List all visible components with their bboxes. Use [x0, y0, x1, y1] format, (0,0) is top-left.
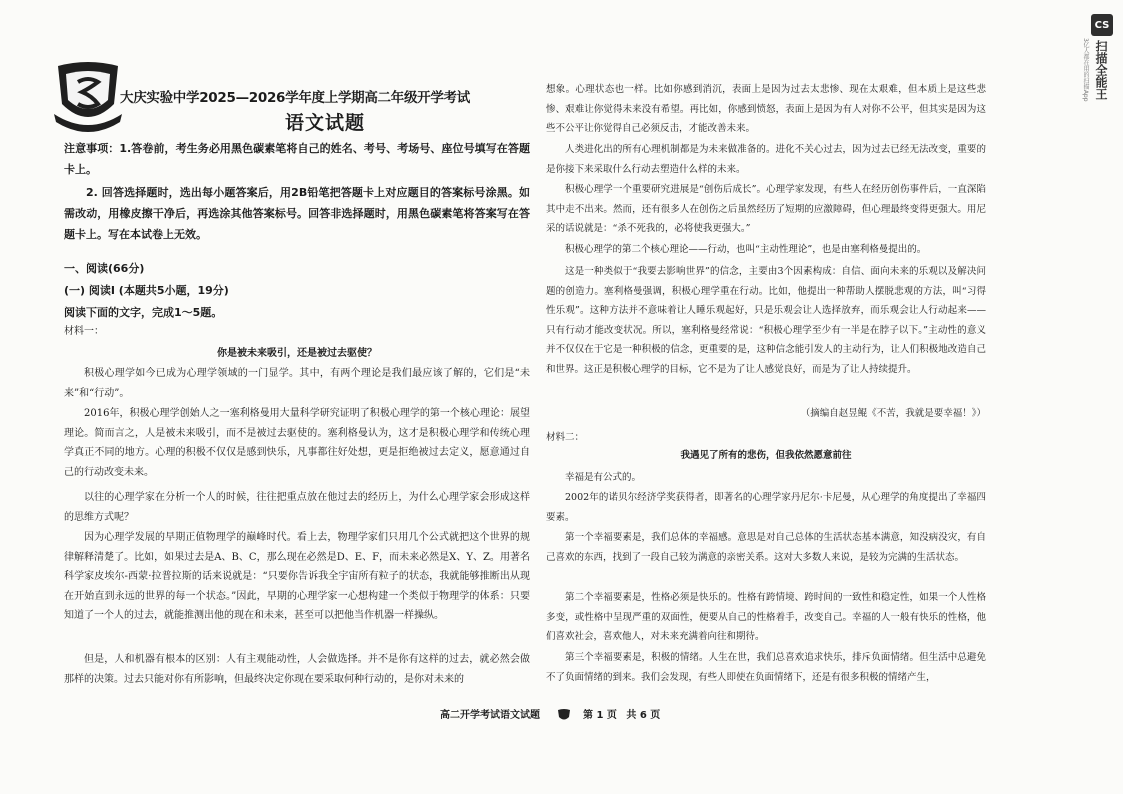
m1-continued-2: 人类进化出的所有心理机制都是为未来做准备的。进化不关心过去，因为过去已经无法改变，重要的是你接下来采取什么行动去塑造什么样的未来。	[546, 144, 986, 175]
exam-subject-title: 语文试题	[285, 112, 366, 134]
footer-total-pages: 共 6 页	[626, 710, 661, 721]
m2-paragraph-2: 2002年的诺贝尔经济学奖获得者，即著名的心理学家丹尼尔·卡尼曼，从心理学的角度提出了幸福四要素。	[546, 492, 986, 523]
cs-logo-icon: CS	[1091, 14, 1113, 36]
m1-continued-4: 积极心理学的第二个核心理论——行动，也叫“主动性理论”，也是由塞利格曼提出的。	[565, 244, 927, 255]
scanner-brand	[1082, 14, 1115, 124]
brand-name: 扫描全能王	[1094, 40, 1108, 100]
m1-paragraph-3: 以往的心理学家在分析一个人的时候，往往把重点放在他过去的经历上，为什么心理学家会形成这样的思维方式呢？	[64, 492, 530, 523]
school-emblem-icon	[52, 58, 124, 134]
m1-paragraph-4: 因为心理学发展的早期正值物理学的巅峰时代。看上去，物理学家们只用几个公式就把这个世界的规律解释清楚了。比如，如果过去是A、B、C，那么现在必然是D、E、F，而未来必然是X、Y、Z。用著名科学家皮埃尔-西蒙·拉普拉斯的话来说就是：“只要你告诉我全宇宙所有粒子的状态，我就能够推断出从现在开始直到永远的世界的每一个状态。”因此，早期的心理学家一心想构建一个类似于物理学的体系：只要知道了一个人的过去，就能推测出他的现在和未来，甚至可以把他当作机器一样操纵。	[64, 532, 530, 621]
footer-exam-name: 高二开学考试语文试题	[440, 710, 540, 721]
exam-title: 大庆实验中学2025—2026学年度上学期高二年级开学考试	[120, 90, 470, 106]
material2-label: 材料二：	[546, 432, 585, 443]
m1-continued-1: 想象。心理状态也一样。比如你感到消沉，表面上是因为过去太悲惨、现在太艰难，但本质上是这些悲惨、艰难让你觉得未来没有希望。再比如，你感到愤怒，表面上是因为有人对你不公平，但其实是因为这些不公平让你觉得自己必须反击，才能改善未来。	[546, 84, 986, 134]
m1-source: （摘编自赵昱鲲《不苦，我就是要幸福！》）	[800, 408, 986, 419]
footer-page-number: 第 1 页	[582, 710, 617, 721]
brand-tagline: 3亿人都在用的扫描App	[1082, 38, 1089, 102]
m2-paragraph-4: 第二个幸福要素是，性格必须是快乐的。性格有跨情境、跨时间的一致性和稳定性，如果一个人性格多变，或性格中呈现严重的双面性，便要从自己的性格着手，改变自己。幸福的人一般有快乐的性格，他们喜欢社会，喜欢他人，对未来充满着向往和期待。	[546, 592, 986, 642]
section-instruction: 阅读下面的文字，完成1～5题。	[64, 306, 223, 319]
section-subheading: (一) 阅读Ⅰ (本题共5小题，19分)	[64, 284, 229, 297]
m1-continued-5: 这是一种类似于“我要去影响世界”的信念，主要由3个因素构成：自信、面向未来的乐观以及解决问题的创造力。塞利格曼强调，积极心理学重在行动。比如，他提出一种帮助人摆脱悲观的方法，叫“习得性乐观”。这种方法并不意味着让人睡乐观起好，只是乐观会让人选择放弃，而乐观会让人行动起来——只有行动才能改变状况。所以，塞利格曼经常说：“积极心理学至少有一半是在脖子以下。”主动性的意义并不仅仅在于它是一种积极的信念，更重要的是，这种信念能引发人的主动行为，让人们积极地改造自己和世界。这正是积极心理学的目标，它不是为了让人感觉良好，而是为了让人持续提升。	[546, 266, 986, 375]
m1-paragraph-5: 但是，人和机器有根本的区别：人有主观能动性，人会做选择。并不是你有这样的过去，就必然会做那样的决策。过去只能对你有所影响，但最终决定你现在要采取何种行动的，是你对未来的	[64, 654, 530, 685]
m2-paragraph-3: 第一个幸福要素是，我们总体的幸福感。意思是对自己总体的生活状态基本满意，知没病没灾，有自己喜欢的东西，找到了一段自己较为满意的亲密关系。这对大多数人来说，是较为完满的生活状态。	[546, 532, 986, 563]
material1-label: 材料一：	[64, 326, 104, 337]
section-heading: 一、阅读(66分)	[64, 262, 145, 275]
m1-continued-3: 积极心理学一个重要研究进展是“创伤后成长”。心理学家发现，有些人在经历创伤事件后，一直深陷其中走不出来。然而，还有很多人在创伤之后虽然经历了短期的应激障碍，但心理最终变得更强大。用尼采的话说就是：“杀不死我的，必将使我更强大。”	[546, 184, 986, 234]
m1-paragraph-2: 2016年，积极心理学创始人之一塞利格曼用大量科学研究证明了积极心理学的第一个核心理论：展望理论。简而言之，人是被未来吸引，而不是被过去驱使的。塞利格曼认为，这才是积极心理学和传统心理学真正不同的地方。心理的积极不仅仅是感到快乐，凡事都往好处想，更是拒绝被过去定义，愿意通过自己的行动改变未来。	[64, 408, 530, 478]
footer-emblem-icon	[557, 708, 571, 722]
note-2: 2. 回答选择题时，选出每小题答案后，用2B铅笔把答题卡上对应题目的答案标号涂黑。如需改动，用橡皮擦干净后，再选涂其他答案标号。回答非选择题时，用黑色碳素笔将答案写在答题卡上。写在本试卷上无效。	[64, 186, 530, 241]
note-1: 注意事项：1.答卷前，考生务必用黑色碳素笔将自己的姓名、考号、考场号、座位号填写在答题卡上。	[64, 142, 530, 176]
m2-paragraph-1: 幸福是有公式的。	[565, 472, 642, 483]
page-footer	[440, 706, 666, 722]
material1-title: 你是被未来吸引，还是被过去驱使？	[217, 348, 377, 359]
m1-paragraph-1: 积极心理学如今已成为心理学领域的一门显学。其中，有两个理论是我们最应该了解的，它们是“未来”和“行动”。	[64, 368, 530, 399]
m2-paragraph-5: 第三个幸福要素是，积极的情绪。人生在世，我们总喜欢追求快乐，排斥负面情绪。但生活中总避免不了负面情绪的到来。我们会发现，有些人即使在负面情绪下，还是有很多积极的情绪产生，	[546, 652, 986, 683]
material2-title: 我遇见了所有的悲伤，但我依然愿意前往	[680, 450, 852, 461]
